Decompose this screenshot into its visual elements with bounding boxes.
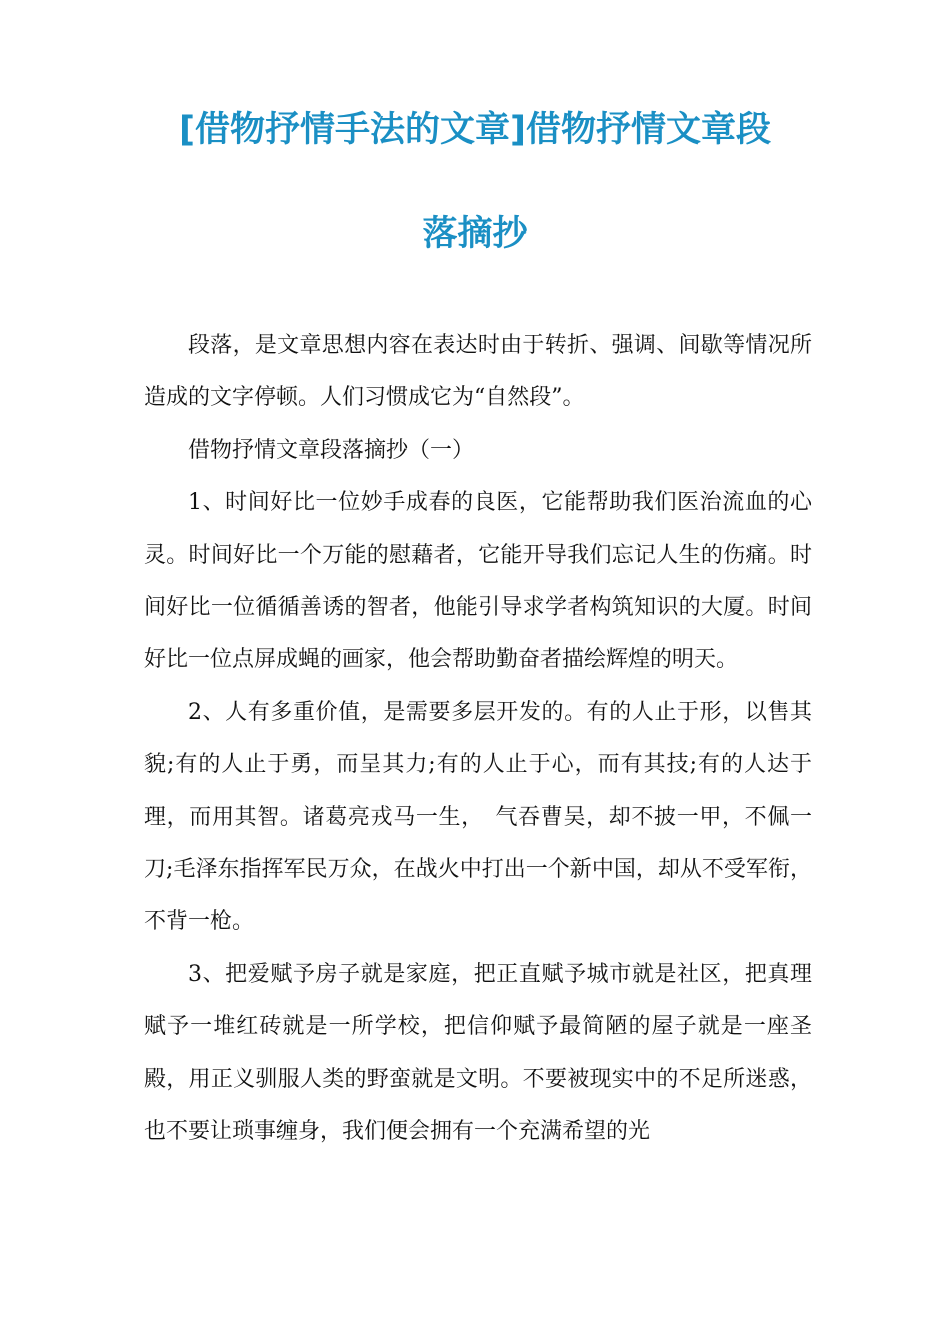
document-body <box>144 320 812 1159</box>
paragraph-intro: 段落，是文章思想内容在表达时由于转折、强调、间歇等情况所造成的文字停顿。人们习惯成它为“自然段”。 <box>144 333 812 411</box>
document-title-line-2: 落摘抄 <box>422 214 528 254</box>
paragraph-1: 1、时间好比一位妙手成春的良医，它能帮助我们医治流血的心灵。时间好比一个万能的慰藉者，它能开导我们忘记人生的伤痛。时间好比一位循循善诱的智者，他能引导求学者构筑知识的大厦。时间好比一位点屏成蝇的画家，他会帮助勤奋者描绘辉煌的明天。 <box>144 490 812 673</box>
paragraph-2: 2、人有多重价值，是需要多层开发的。有的人止于形，以售其貌;有的人止于勇，而呈其力;有的人止于心，而有其技;有的人达于理，而用其智。诸葛亮戎马一生， 气吞曹吴，却不披一甲，不佩一刀;毛泽东指挥军民万众，在战火中打出一个新中国，却从不受军衔，不背一枪。 <box>144 699 812 935</box>
section-heading: 借物抒情文章段落摘抄（一） <box>188 437 475 463</box>
paragraph-3: 3、把爱赋予房子就是家庭，把正直赋予城市就是社区，把真理赋予一堆红砖就是一所学校，把信仰赋予最简陋的屋子就是一座圣殿，用正义驯服人类的野蛮就是文明。不要被现实中的不足所迷惑，也不要让琐事缠身，我们便会拥有一个充满希望的光 <box>144 961 812 1145</box>
document-title-line-1: [借物抒情手法的文章]借物抒情文章段 <box>179 110 771 150</box>
